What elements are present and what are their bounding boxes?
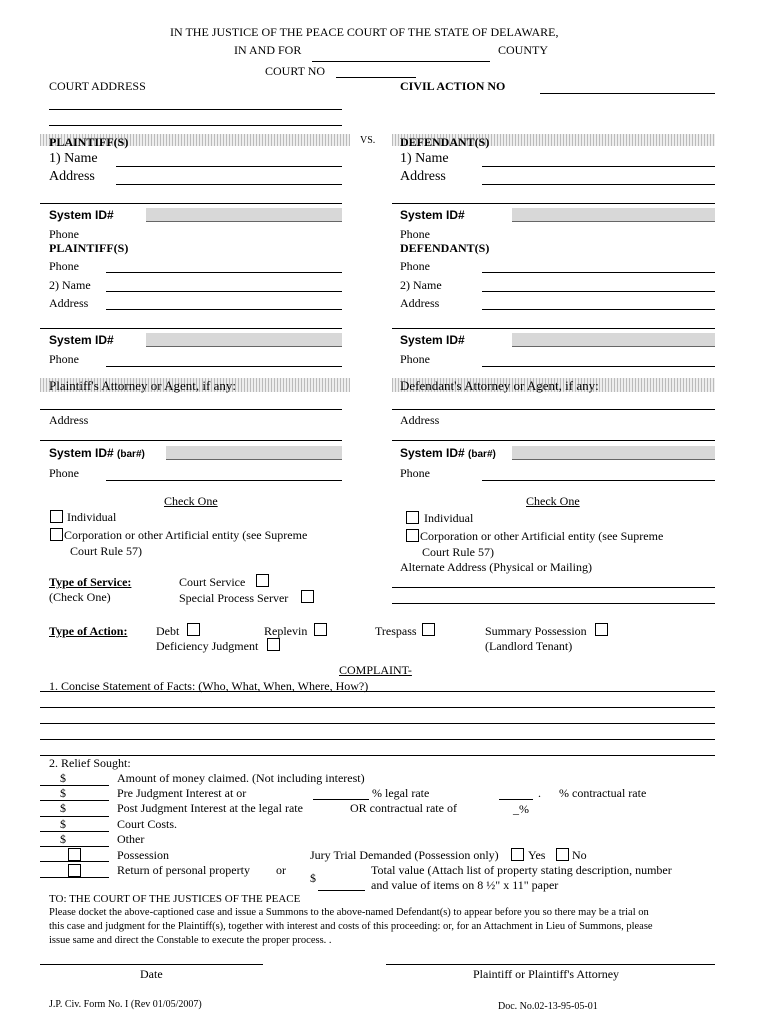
special-process-checkbox[interactable] [301,590,314,603]
defendant-attorney-field[interactable] [392,409,715,410]
plaintiff-attorney-systemid-text: System ID# [49,446,114,460]
jury-yes-label: Yes [528,848,546,862]
date-label: Date [140,967,163,981]
docket-paragraph-2: this case and judgment for the Plaintiff(s), together with interest and costs of this proceeding: or, for an Attachment in Lieu of Summons, please [49,921,653,932]
pre-legal-rate-field[interactable] [313,799,369,800]
plaintiff2-name-field[interactable] [106,291,342,292]
pre-dollar: $ [60,786,66,800]
possession-line [40,861,109,862]
jury-no-label: No [572,848,587,862]
plaintiff-attorney-address-field[interactable] [40,440,342,441]
plaintiff2-address-field-2[interactable] [40,328,342,329]
defendant-attorney-systemid-label [400,447,496,460]
plaintiff-attorney-phone-label: Phone [49,466,79,480]
court-address-label: COURT ADDRESS [49,79,146,93]
summary-possession-label: Summary Possession [485,624,587,638]
plaintiff1-address-field[interactable] [116,184,342,185]
defendant1-name-field[interactable] [482,166,715,167]
defendant-attorney-address-field[interactable] [392,440,715,441]
alternate-address-field-2[interactable] [392,603,715,604]
signature-field[interactable] [386,964,715,965]
plaintiff-attorney-systemid-field[interactable] [166,446,342,460]
contractual-rate-label: % contractual rate [559,786,647,800]
defendants2-heading: DEFENDANT(S) [400,241,490,255]
plaintiff1-name-field[interactable] [116,166,342,167]
defendant2-address-field[interactable] [482,309,715,310]
plaintiffs-heading: PLAINTIFF(S) [49,135,129,149]
defendant-attorney-address-label: Address [400,413,440,427]
defendant2-name-field[interactable] [482,291,715,292]
plaintiff-signature-label: Plaintiff or Plaintiff's Attorney [473,967,620,981]
plaintiffs2-heading: PLAINTIFF(S) [49,241,129,255]
type-of-action-label: Type of Action: [49,624,128,638]
defendant1-address-field-2[interactable] [392,203,715,204]
relief-title: 2. Relief Sought: [49,756,131,770]
pre-field[interactable] [40,800,109,801]
summary-possession-checkbox[interactable] [595,623,608,636]
defendant1-address-field[interactable] [482,184,715,185]
plaintiff1-address-field-2[interactable] [40,203,342,204]
contractual-pct: _% [513,802,529,816]
jury-yes-checkbox[interactable] [511,848,524,861]
contractual-rate-field[interactable] [499,799,533,800]
defendant-check-one: Check One [526,494,580,508]
defendant2-phone2-label: Phone [400,352,430,366]
plaintiff-attorney-label: Plaintiff's Attorney or Agent, if any: [49,378,236,393]
defendant2-phone2-field[interactable] [482,366,715,367]
other-label: Other [117,832,145,846]
plaintiff-bar-label: (bar#) [117,449,145,460]
defendant1-systemid-label: System ID# [400,208,465,222]
or-contractual-label: OR contractual rate of [350,801,457,815]
court-service-label: Court Service [179,575,246,589]
plaintiff2-phone-label: Phone [49,259,79,273]
plaintiff2-address-field[interactable] [106,309,342,310]
plaintiff1-name-label: 1) Name [49,151,98,166]
plaintiff1-address-label: Address [49,169,95,184]
form-number: J.P. Civ. Form No. I (Rev 01/05/2007) [49,999,202,1010]
or-label: or [276,863,286,877]
return-property-checkbox[interactable] [68,864,81,877]
legal-rate-label: % legal rate [372,786,430,800]
costs-dollar: $ [60,817,66,831]
court-service-checkbox[interactable] [256,574,269,587]
defendant1-phone-label: Phone [400,227,430,241]
plaintiff1-phone-label: Phone [49,227,79,241]
defendant2-systemid-field[interactable] [512,333,715,347]
defendant2-phone-label: Phone [400,259,430,273]
service-check-one: (Check One) [49,590,111,604]
plaintiff2-phone2-label: Phone [49,352,79,366]
facts-line-3[interactable] [40,723,715,724]
defendant2-phone-field[interactable] [482,272,715,273]
court-address-field-1[interactable] [49,109,342,110]
court-title: IN THE JUSTICE OF THE PEACE COURT OF THE STATE OF DELAWARE, [170,25,559,39]
defendant2-address-field-2[interactable] [392,328,715,329]
trespass-checkbox[interactable] [422,623,435,636]
deficiency-checkbox[interactable] [267,638,280,651]
post-label: Post Judgment Interest at the legal rate [117,801,303,815]
other-field[interactable] [40,846,109,847]
pre-label: Pre Judgment Interest at or [117,786,247,800]
complaint-item-1: 1. Concise Statement of Facts: (Who, What, When, Where, How?) [49,679,369,693]
defendant-bar-label: (bar#) [468,449,496,460]
defendant1-systemid-field[interactable] [512,208,715,222]
plaintiff-corporation-checkbox[interactable] [50,528,63,541]
plaintiff-attorney-address-label: Address [49,413,89,427]
alternate-address-field-1[interactable] [392,587,715,588]
plaintiff2-phone2-field[interactable] [106,366,342,367]
county-label: COUNTY [498,43,548,57]
court-no-label: COURT NO [265,64,326,78]
facts-line-1[interactable] [40,691,715,692]
defendant-attorney-phone-label: Phone [400,466,430,480]
trespass-label: Trespass [375,624,417,638]
defendant1-address-label: Address [400,169,446,184]
plaintiff2-name-label: 2) Name [49,278,91,292]
defendant-individual-label: Individual [424,511,474,525]
plaintiff-corporation-label: Corporation or other Artificial entity (see Supreme [64,528,308,542]
plaintiff2-phone-field[interactable] [106,272,342,273]
vs-label: VS. [360,135,376,146]
plaintiff-attorney-systemid-label [49,447,145,460]
docket-paragraph-1: Please docket the above-captioned case and issue a Summons to the above-named Defendant(s) to appear before you so there may be a trial on [49,907,649,918]
total-value-field[interactable] [318,890,365,891]
type-of-service-label: Type of Service: [49,575,132,589]
amount-dollar: $ [60,771,66,785]
defendant-attorney-systemid-field[interactable] [512,446,715,460]
total-value-line1: Total value (Attach list of property stating description, number [371,863,672,877]
total-value-dollar: $ [310,871,316,885]
plaintiff1-systemid-field[interactable] [146,208,342,222]
defendant2-address-label: Address [400,296,440,310]
return-property-label: Return of personal property [117,863,250,877]
court-address-field-2[interactable] [49,125,342,126]
defendant-attorney-label: Defendant's Attorney or Agent, if any: [400,378,599,393]
costs-field[interactable] [40,831,109,832]
contractual-dot: . [538,786,541,800]
in-and-for-label: IN AND FOR [234,43,302,57]
plaintiff2-systemid-field[interactable] [146,333,342,347]
facts-line-2[interactable] [40,707,715,708]
plaintiff2-systemid-label: System ID# [49,333,114,347]
defendant-attorney-systemid-text: System ID# [400,446,465,460]
defendant1-name-label: 1) Name [400,151,449,166]
court-no-field[interactable] [336,77,416,78]
date-field[interactable] [40,964,263,965]
special-process-label: Special Process Server [179,591,289,605]
debt-checkbox[interactable] [187,623,200,636]
possession-label: Possession [117,848,170,862]
plaintiff-court-rule: Court Rule 57) [70,544,142,558]
plaintiff-attorney-field[interactable] [40,409,342,410]
debt-label: Debt [156,624,180,638]
civil-action-label: CIVIL ACTION NO [400,79,506,93]
court-costs-label: Court Costs. [117,817,178,831]
deficiency-label: Deficiency Judgment [156,639,259,653]
doc-number: Doc. No.02-13-95-05-01 [498,1001,598,1012]
defendant-attorney-phone-field[interactable] [482,480,715,481]
plaintiff-check-one: Check One [164,494,218,508]
defendant-individual-checkbox[interactable] [406,511,419,524]
plaintiff-individual-checkbox[interactable] [50,510,63,523]
amount-label: Amount of money claimed. (Not including interest) [117,771,365,785]
defendant2-name-label: 2) Name [400,278,442,292]
possession-checkbox[interactable] [68,848,81,861]
facts-line-5[interactable] [40,755,715,756]
replevin-checkbox[interactable] [314,623,327,636]
jury-label: Jury Trial Demanded (Possession only) [310,848,499,862]
docket-paragraph-3: issue same and direct the Constable to execute the proper process. . [49,935,332,946]
defendant2-systemid-label: System ID# [400,333,465,347]
post-field[interactable] [40,816,109,817]
return-property-line [40,877,109,878]
other-dollar: $ [60,832,66,846]
alternate-address-label: Alternate Address (Physical or Mailing) [400,560,592,574]
defendant-corporation-checkbox[interactable] [406,529,419,542]
plaintiff2-address-label: Address [49,296,89,310]
county-field[interactable] [312,61,490,62]
defendant-court-rule: Court Rule 57) [422,545,494,559]
plaintiff-attorney-phone-field[interactable] [106,480,342,481]
civil-action-field[interactable] [540,93,715,94]
plaintiff1-systemid-label: System ID# [49,208,114,222]
defendants-heading: DEFENDANT(S) [400,135,490,149]
total-value-line2: and value of items on 8 ½" x 11" paper [371,878,559,892]
plaintiff-individual-label: Individual [67,510,117,524]
to-court-label: TO: THE COURT OF THE JUSTICES OF THE PEACE [49,893,301,905]
amount-field[interactable] [40,785,109,786]
complaint-title: COMPLAINT- [339,663,412,677]
jury-no-checkbox[interactable] [556,848,569,861]
landlord-tenant-label: (Landlord Tenant) [485,639,573,653]
post-dollar: $ [60,801,66,815]
replevin-label: Replevin [264,624,308,638]
defendant-corporation-label: Corporation or other Artificial entity (see Supreme [420,529,664,543]
facts-line-4[interactable] [40,739,715,740]
